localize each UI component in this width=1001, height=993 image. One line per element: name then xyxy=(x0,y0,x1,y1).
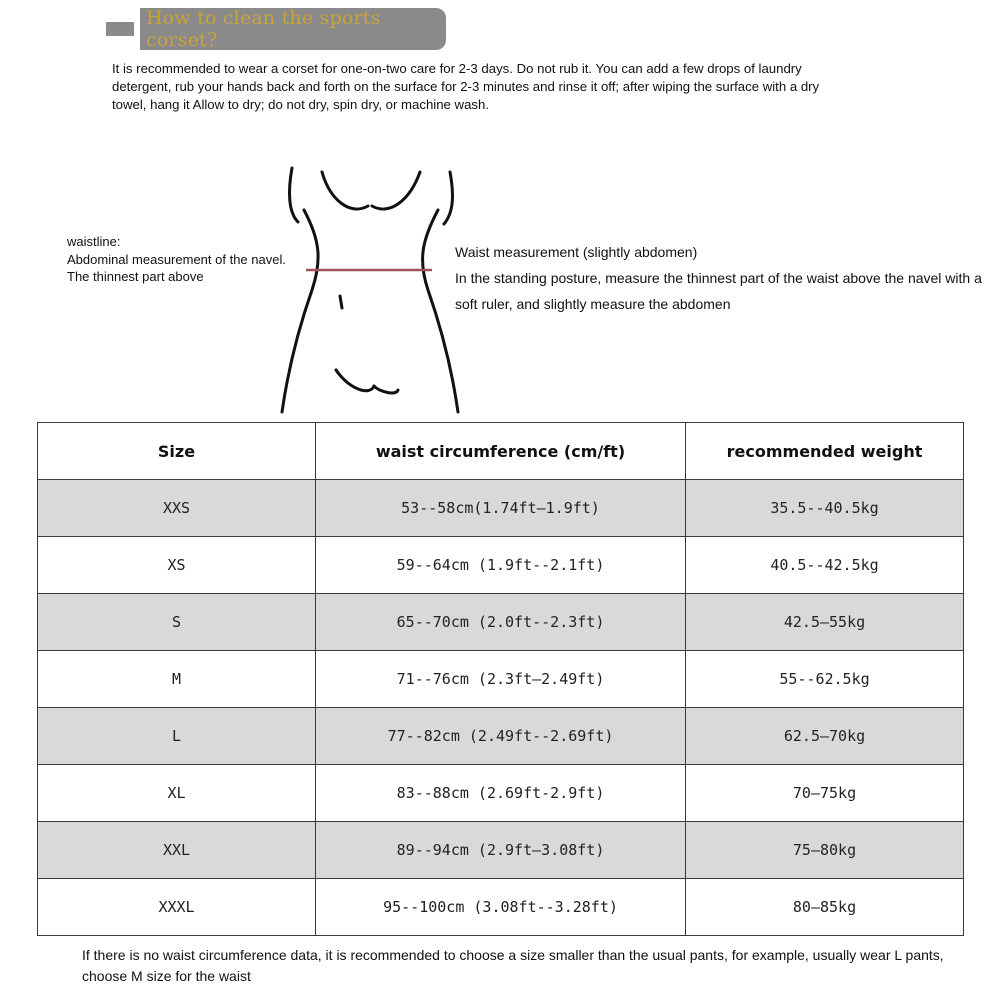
size-cell: XXXL xyxy=(38,879,316,936)
table-header-row xyxy=(38,423,964,480)
size-cell: L xyxy=(38,708,316,765)
section-heading xyxy=(140,8,446,50)
section-heading-text: How to clean the sports corset? xyxy=(146,7,381,51)
waist-cell: 53--58cm(1.74ft—1.9ft) xyxy=(316,480,686,537)
table-row xyxy=(38,594,964,651)
size-cell: XXL xyxy=(38,822,316,879)
weight-cell: 75—80kg xyxy=(686,822,964,879)
waist-cell: 71--76cm (2.3ft—2.49ft) xyxy=(316,651,686,708)
size-chart-table xyxy=(37,422,964,936)
measurement-description: In the standing posture, measure the thinnest part of the waist above the navel with a soft ruler, and slightly measure the abdomen xyxy=(455,270,982,312)
weight-cell: 70—75kg xyxy=(686,765,964,822)
table-row xyxy=(38,822,964,879)
waistline-label: waistline: xyxy=(67,234,121,249)
size-cell: M xyxy=(38,651,316,708)
waistline-description: Abdominal measurement of the navel. The thinnest part above xyxy=(67,251,286,284)
header-bar-decoration xyxy=(106,22,134,36)
care-instructions: It is recommended to wear a corset for one-on-two care for 2-3 days. Do not rub it. You can add a few drops of laundry detergent, rub your hands back and forth on the surface for 2-3 minutes and rinse it off; after wiping the surface with a dry towel, hang it Allow to dry; do not dry, spin dry, or machine wash. xyxy=(112,61,820,112)
footer-note: If there is no waist circumference data, it is recommended to choose a size smaller than the usual pants, for example, usually wear L pants, choose M size for the waist xyxy=(82,947,944,984)
column-header-size: Size xyxy=(38,423,316,480)
waist-cell: 95--100cm (3.08ft--3.28ft) xyxy=(316,879,686,936)
torso-illustration-icon xyxy=(270,160,470,422)
measurement-note xyxy=(455,239,1000,317)
waist-cell: 77--82cm (2.49ft--2.69ft) xyxy=(316,708,686,765)
size-cell: S xyxy=(38,594,316,651)
weight-cell: 40.5--42.5kg xyxy=(686,537,964,594)
waist-cell: 65--70cm (2.0ft--2.3ft) xyxy=(316,594,686,651)
size-cell: XL xyxy=(38,765,316,822)
waist-cell: 89--94cm (2.9ft—3.08ft) xyxy=(316,822,686,879)
size-cell: XXS xyxy=(38,480,316,537)
table-row xyxy=(38,537,964,594)
column-header-weight: recommended weight xyxy=(686,423,964,480)
measurement-title: Waist measurement (slightly abdomen) xyxy=(455,244,698,260)
size-cell: XS xyxy=(38,537,316,594)
weight-cell: 62.5—70kg xyxy=(686,708,964,765)
weight-cell: 80—85kg xyxy=(686,879,964,936)
waist-cell: 59--64cm (1.9ft--2.1ft) xyxy=(316,537,686,594)
waistline-note xyxy=(67,233,307,286)
weight-cell: 35.5--40.5kg xyxy=(686,480,964,537)
table-row xyxy=(38,480,964,537)
waist-cell: 83--88cm (2.69ft-2.9ft) xyxy=(316,765,686,822)
column-header-waist: waist circumference (cm/ft) xyxy=(316,423,686,480)
table-row xyxy=(38,879,964,936)
weight-cell: 55--62.5kg xyxy=(686,651,964,708)
table-row xyxy=(38,765,964,822)
weight-cell: 42.5—55kg xyxy=(686,594,964,651)
table-row xyxy=(38,708,964,765)
table-row xyxy=(38,651,964,708)
